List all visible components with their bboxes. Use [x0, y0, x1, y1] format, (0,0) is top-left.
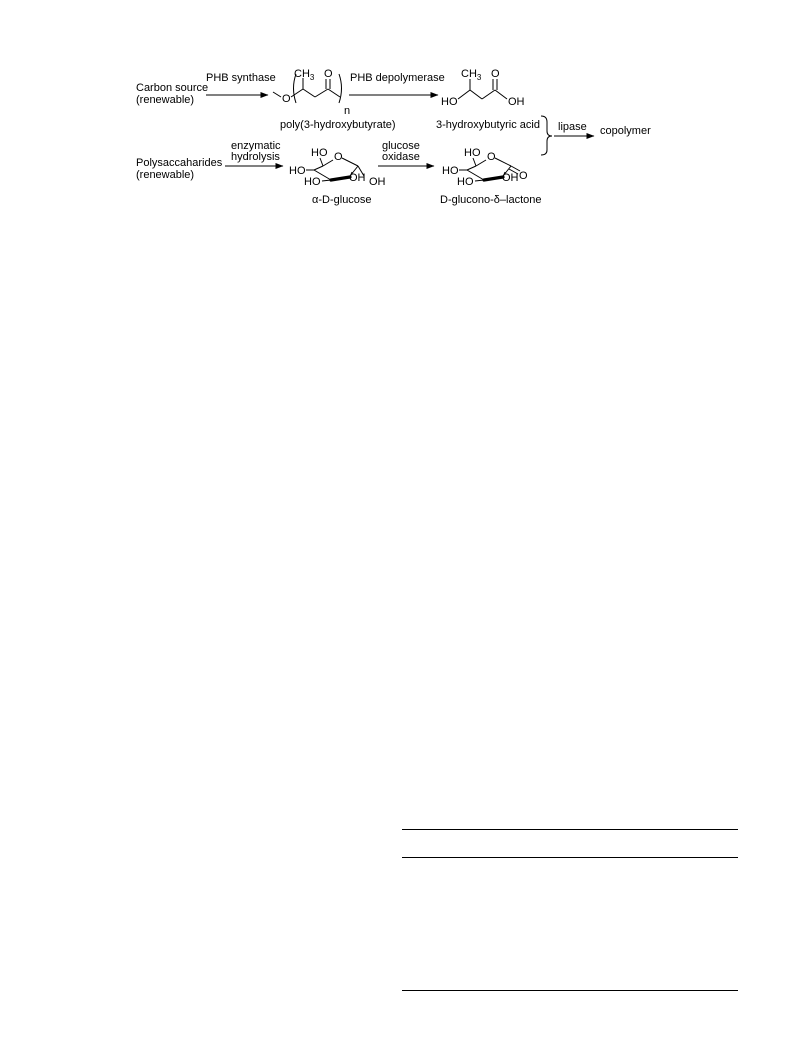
glucose-ring-c5-o: [323, 160, 333, 166]
lactone-oh-mid: OH: [502, 172, 519, 184]
glucose-ring-c5-c4: [314, 166, 323, 170]
glucose-structure: [289, 147, 386, 188]
phb-right-paren: [339, 74, 342, 103]
lactone-ring-c5-c4: [467, 166, 476, 170]
hba-hydroxyl: HO: [441, 96, 458, 108]
glucose-oh-right: OH: [369, 176, 386, 188]
lactone-structure: [442, 147, 528, 188]
glucose-ho-bottom: HO: [304, 176, 321, 188]
polysaccharides-line2: (renewable): [136, 169, 195, 181]
lipase-label: lipase: [558, 121, 587, 133]
lactone-ring-front-bond: [484, 177, 503, 180]
carbon-source-line1: Carbon source: [136, 82, 209, 94]
table-bottom-rule: [402, 990, 738, 991]
glucose-ring-o-c1: [342, 158, 358, 166]
lactone-c6-bond: [473, 158, 476, 166]
phb-repeat-n: n: [344, 105, 351, 117]
glucose-c6-bond: [320, 158, 323, 166]
phb-ester-oxygen: O: [282, 93, 291, 105]
carbon-source-line2: (renewable): [136, 94, 195, 106]
phb-synthase-label: PHB synthase: [206, 72, 276, 84]
enzymatic-hydrolysis-line1: enzymatic: [231, 140, 281, 152]
table-header-rule: [402, 857, 738, 858]
lactone-ring-c5-o: [476, 160, 486, 166]
table-top-rule: [402, 829, 738, 830]
enzymatic-hydrolysis-line2: hydrolysis: [231, 151, 280, 163]
glucose-ring-front-bond: [331, 177, 350, 180]
phb-carbonyl-oxygen: O: [324, 68, 333, 80]
lactone-carbonyl-oxygen: O: [519, 170, 528, 182]
glucose-ho-top: HO: [311, 147, 328, 159]
phb-structure: [273, 68, 350, 117]
glucose-oxidase-line2: oxidase: [382, 151, 420, 163]
hba-carbonyl-oxygen: O: [491, 68, 500, 80]
polysaccharides-line1: Polysaccaharides: [136, 157, 223, 169]
hydroxybutyric-acid-name: 3-hydroxybutyric acid: [436, 119, 540, 131]
phb-methyl: $CH_3$: [294, 68, 315, 82]
hba-methyl: $CH_3$: [461, 68, 482, 82]
glucose-name: α-D-glucose: [312, 194, 372, 206]
glucose-ho-left: HO: [289, 165, 306, 177]
phb-bond-2: [303, 89, 315, 97]
hba-bond-4: [495, 90, 507, 99]
hydroxybutyric-acid-structure: [441, 68, 525, 108]
lactone-name: D-glucono-δ–lactone: [440, 194, 542, 206]
hba-bond-3: [482, 90, 495, 99]
hba-acid-hydroxyl: OH: [508, 96, 525, 108]
lactone-ho-top: HO: [464, 147, 481, 159]
lactone-ring-oxygen: O: [487, 151, 496, 163]
hba-bond-2: [470, 90, 482, 99]
lactone-ho-left: HO: [442, 165, 459, 177]
combine-brace: [541, 116, 552, 155]
hba-bond-1: [458, 90, 470, 99]
copolymer-label: copolymer: [600, 125, 651, 137]
phb-depolymerase-label: PHB depolymerase: [350, 72, 445, 84]
glucose-ring-oxygen: O: [334, 151, 343, 163]
carbon-source-label: [136, 82, 208, 106]
lactone-ring-o-c1: [495, 158, 511, 166]
phb-bond-1: [291, 89, 303, 97]
phb-name: poly(3-hydroxybutyrate): [280, 119, 396, 131]
lactone-ho-bottom: HO: [457, 176, 474, 188]
phb-bond-3: [315, 89, 328, 97]
phb-bond-4: [328, 89, 340, 97]
phb-end-bond: [273, 92, 281, 97]
glucose-oxidase-line1: glucose: [382, 140, 420, 152]
polysaccharides-label: [136, 157, 223, 181]
glucose-oh-mid: OH: [349, 172, 366, 184]
